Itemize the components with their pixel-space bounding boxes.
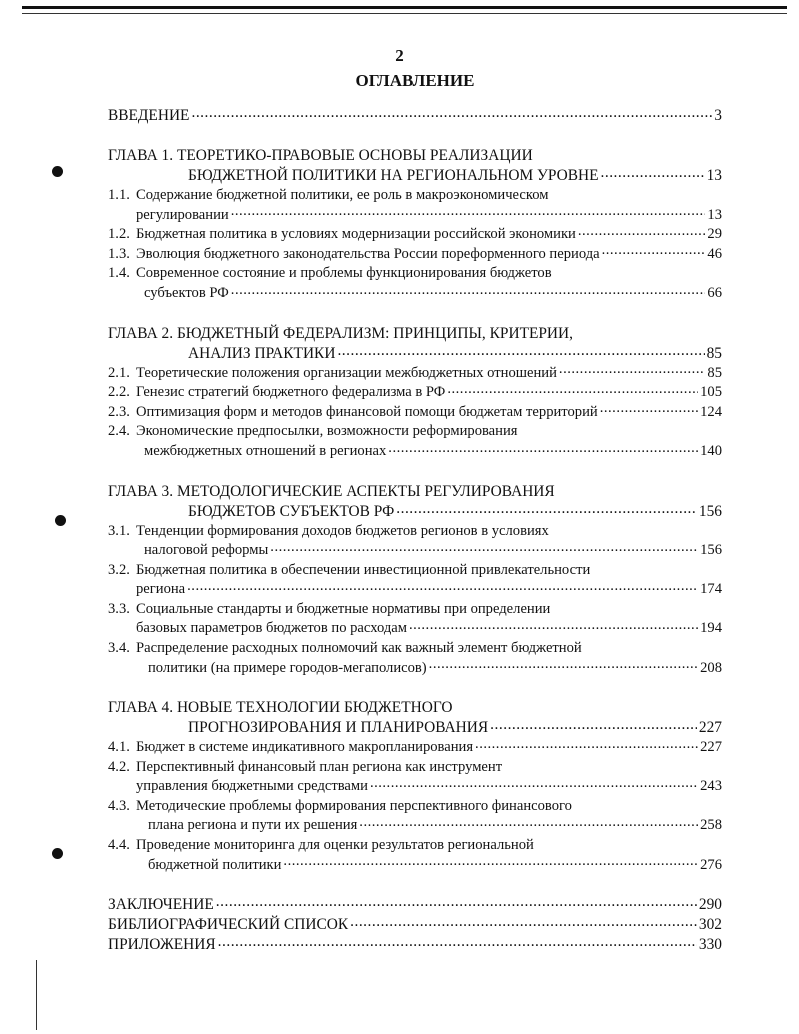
section-title: Тенденции формирования доходов бюджетов регионов в условиях [136,522,549,539]
toc-entry-page: 290 [698,896,722,913]
section-number: 1.1. [108,187,130,203]
chapter-title-line: БЮДЖЕТНОЙ ПОЛИТИКИ НА РЕГИОНАЛЬНОМ УРОВНЕ [188,167,599,184]
toc-entry-page: 258 [700,817,722,834]
toc-entry[interactable] [108,106,722,126]
page-title: ОГЛАВЛЕНИЕ [355,71,475,90]
section-title-cont: бюджетной политики [148,856,282,873]
toc-entry-page: 13 [707,206,722,223]
section-title: Бюджетная политика в условиях модернизации российской экономики [136,226,576,243]
toc-entry-page: 243 [700,778,722,795]
section-number: 4.4. [108,836,130,853]
section-title-cont: налоговой реформы [144,542,269,559]
dot-leader [370,777,698,790]
toc-entry-title: БИБЛИОГРАФИЧЕСКИЙ СПИСОК [108,916,349,933]
section-number: 2.4. [108,423,130,440]
section-1-2[interactable] [108,225,722,245]
section-4-1[interactable] [108,738,722,758]
dot-leader [283,855,698,868]
section-title-cont: плана региона и пути их решения [148,817,358,834]
section-number: 3.3. [108,600,130,617]
section-3-4[interactable] [108,639,722,659]
punch-hole-mark [52,848,63,859]
toc-entry-page: 194 [700,620,722,637]
toc-entry-page: 276 [700,856,722,873]
section-title-cont: субъектов РФ [144,285,229,301]
section-2-3[interactable] [108,403,722,423]
toc-entry-page: 227 [700,739,722,756]
page-number: 2 [395,46,404,65]
dot-leader [216,895,697,909]
punch-hole-mark [52,166,63,177]
toc-entry-page: 124 [700,403,722,420]
section-number: 1.2. [108,226,130,243]
dot-leader [429,658,698,671]
section-title: Содержание бюджетной политики, ее роль в макроэкономическом [136,187,549,203]
section-title: Бюджет в системе индикативного макропланирования [136,739,474,756]
section-4-4-cont[interactable] [108,855,722,875]
dot-leader [559,364,705,377]
punch-hole-mark [55,515,66,526]
chapter-heading[interactable]: ГЛАВА 1. ТЕОРЕТИКО-ПРАВОВЫЕ ОСНОВЫ РЕАЛИЗАЦИИ [108,147,533,164]
section-3-4-cont[interactable] [108,658,722,678]
section-3-1-cont[interactable] [108,541,722,561]
section-4-4[interactable] [108,836,722,856]
toc-entry-page: 330 [698,936,722,953]
section-1-4[interactable] [108,264,722,284]
section-4-2[interactable] [108,758,722,778]
section-1-4-cont[interactable] [108,284,722,304]
section-title: Теоретические положения организации межбюджетных отношений [136,364,557,381]
toc-entry-page: 174 [700,581,722,598]
dot-leader [396,502,697,516]
section-title: Перспективный финансовый план региона как инструмент [136,758,503,775]
section-1-1-cont[interactable] [108,206,722,226]
dot-leader [475,738,698,751]
section-number: 4.1. [108,739,130,756]
dot-leader [490,718,697,732]
section-title: Бюджетная политика в обеспечении инвестиционной привлекательности [136,561,591,578]
section-title: Методические проблемы формирования перспективного финансового [136,797,572,814]
section-3-2-cont[interactable] [108,580,722,600]
section-4-3[interactable] [108,797,722,817]
chapter-heading[interactable]: ГЛАВА 2. БЮДЖЕТНЫЙ ФЕДЕРАЛИЗМ: ПРИНЦИПЫ, КРИТЕРИИ, [108,324,574,342]
section-4-3-cont[interactable] [108,816,722,836]
chapter-heading[interactable]: ГЛАВА 4. НОВЫЕ ТЕХНОЛОГИИ БЮДЖЕТНОГО [108,699,453,716]
dot-leader [187,580,698,593]
dot-leader [409,619,698,632]
section-number: 2.3. [108,403,130,420]
chapter-heading-cont[interactable] [108,166,722,186]
section-title: Социальные стандарты и бюджетные нормативы при определении [136,600,551,617]
section-title-cont: регулировании [136,206,229,223]
section-title: Экономические предпосылки, возможности реформирования [136,423,518,440]
chapter-heading-cont[interactable] [108,718,722,738]
section-2-4[interactable] [108,422,722,442]
toc-entry[interactable] [108,895,722,915]
section-title: Проведение мониторинга для оценки результатов региональной [136,836,534,853]
scan-margin-line [36,960,37,1030]
section-2-1[interactable] [108,364,722,384]
dot-leader [350,915,697,929]
toc-entry-page: 156 [698,502,722,520]
section-number: 2.1. [108,364,130,381]
chapter-heading-cont[interactable] [108,502,722,522]
dot-leader [600,403,698,416]
section-number: 3.2. [108,561,130,578]
toc-entry-title: ЗАКЛЮЧЕНИЕ [108,896,214,913]
section-title-cont: базовых параметров бюджетов по расходам [136,620,407,637]
dot-leader [388,442,698,455]
dot-leader [578,225,706,238]
section-title: Оптимизация форм и методов финансовой помощи бюджетам территорий [136,403,598,420]
table-of-contents [108,106,722,959]
toc-entry-page: 66 [707,285,722,301]
section-title: Распределение расходных полномочий как важный элемент бюджетной [136,639,582,656]
dot-leader [447,383,698,396]
dot-leader [231,206,706,219]
toc-entry-page: 85 [706,344,722,362]
chapter-title-line: АНАЛИЗ ПРАКТИКИ [188,344,336,362]
section-title: Генезис стратегий бюджетного федерализма в РФ [136,384,446,401]
section-number: 4.3. [108,797,130,814]
toc-entry-page: 227 [698,719,722,736]
toc-entry-page: 302 [698,916,722,933]
toc-entry[interactable] [108,935,722,955]
toc-entry-title: ПРИЛОЖЕНИЯ [108,936,216,953]
dot-leader [231,284,706,297]
toc-entry-page: 3 [714,107,722,124]
toc-chapter-2 [108,324,722,462]
chapter-title-line: ПРОГНОЗИРОВАНИЯ И ПЛАНИРОВАНИЯ [188,719,489,736]
section-3-3[interactable] [108,600,722,620]
dot-leader [337,344,704,358]
section-3-2[interactable] [108,561,722,581]
section-2-4-cont[interactable] [108,442,722,462]
dot-leader [191,106,712,120]
section-3-1[interactable] [108,522,722,542]
toc-entry-page: 105 [700,384,722,401]
toc-entry-page: 13 [706,167,722,184]
section-title-cont: политики (на примере городов-мегаполисов) [148,659,427,676]
section-title-cont: региона [136,581,186,598]
dot-leader [218,935,697,949]
toc-entry[interactable] [108,915,722,935]
section-1-1[interactable] [108,186,722,206]
section-number: 1.4. [108,265,130,282]
toc-entry-page: 156 [700,542,722,559]
section-title: Эволюция бюджетного законодательства России пореформенного периода [136,245,600,262]
chapter-heading-cont[interactable] [108,344,722,364]
section-number: 3.1. [108,522,130,539]
section-number: 2.2. [108,384,130,401]
section-number: 3.4. [108,639,130,656]
section-1-3[interactable] [108,245,722,265]
section-2-2[interactable] [108,383,722,403]
dot-leader [270,541,698,554]
section-title-cont: межбюджетных отношений в регионах [144,443,387,459]
dot-leader [359,816,698,829]
chapter-title-line: БЮДЖЕТОВ СУБЪЕКТОВ РФ [188,502,395,520]
section-3-3-cont[interactable] [108,619,722,639]
toc-entry-page: 29 [707,226,722,243]
dot-leader [601,166,705,180]
toc-entry-page: 85 [707,364,722,381]
section-title: Современное состояние и проблемы функционирования бюджетов [136,265,552,282]
toc-chapter-1 [108,146,722,304]
toc-chapter-4 [108,698,722,875]
chapter-heading[interactable]: ГЛАВА 3. МЕТОДОЛОГИЧЕСКИЕ АСПЕКТЫ РЕГУЛИРОВАНИЯ [108,482,555,500]
section-title-cont: управления бюджетными средствами [136,778,368,795]
dot-leader [602,245,706,258]
toc-entry-title: ВВЕДЕНИЕ [108,107,190,124]
toc-endings [108,895,722,955]
toc-entry-page: 140 [700,443,722,459]
toc-entry-page: 208 [700,659,722,676]
section-4-2-cont[interactable] [108,777,722,797]
toc-entry-page: 46 [707,245,722,262]
toc-intro [108,106,722,126]
section-number: 4.2. [108,758,130,775]
toc-chapter-3 [108,482,722,679]
top-border-rule [22,6,787,14]
section-number: 1.3. [108,245,130,262]
